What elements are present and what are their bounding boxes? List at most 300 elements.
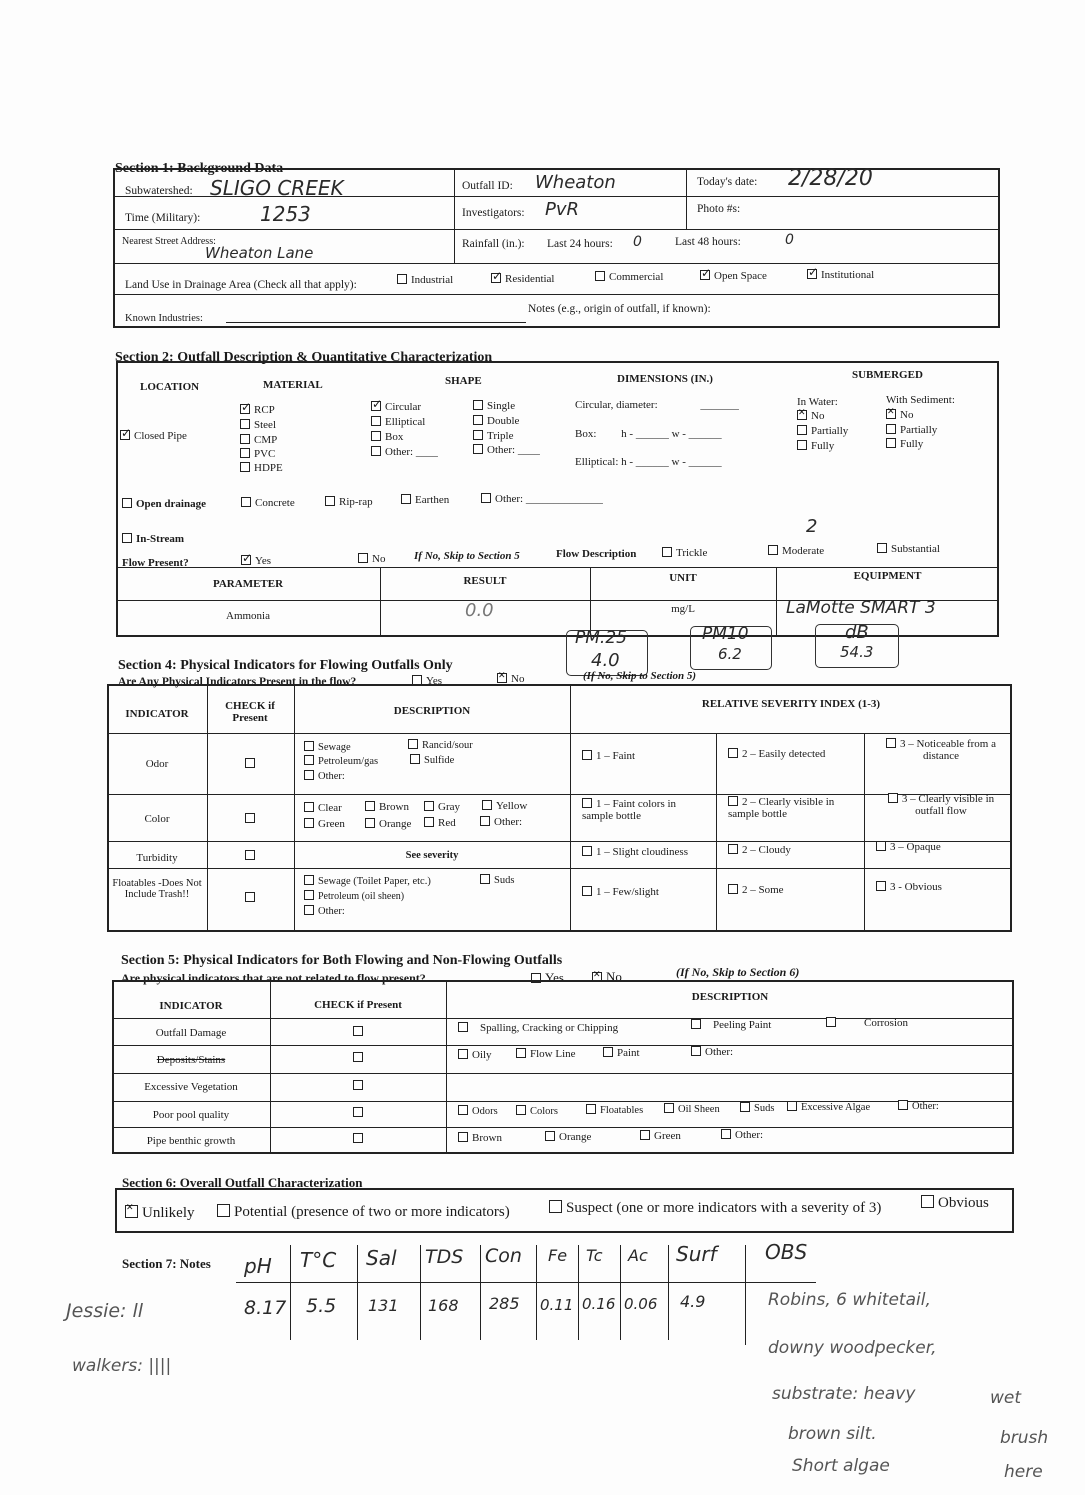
parameter-ammonia: Ammonia: [226, 610, 270, 622]
checkbox-icon: [797, 440, 807, 450]
checkbox-x-icon: [886, 409, 896, 419]
checkbox-icon: [728, 748, 738, 758]
checkbox-icon: [240, 448, 250, 458]
checkbox-icon: [353, 1107, 363, 1117]
checkbox-icon: [640, 1130, 650, 1140]
checkbox-icon: [582, 750, 592, 760]
color-yellow[interactable]: Yellow: [482, 800, 527, 812]
open-drainage-option[interactable]: Open drainage: [122, 498, 206, 510]
unlikely-option[interactable]: ✕Unlikely: [125, 1205, 195, 1222]
deposits-other[interactable]: Other:: [691, 1046, 733, 1058]
checkbox-icon: [740, 1102, 750, 1112]
checkbox-icon: [876, 841, 886, 851]
checkbox-icon: [304, 875, 314, 885]
pool-suds[interactable]: Suds: [740, 1102, 774, 1114]
checkbox-checked-icon: [371, 401, 381, 411]
s5-check-header: CHECK if Present: [314, 999, 402, 1011]
odor-check[interactable]: [245, 758, 259, 770]
checkbox-icon: [482, 800, 492, 810]
s5-indicator-header: INDICATOR: [159, 1000, 223, 1012]
color-severity-2[interactable]: 2 – Clearly visible in sample bottle: [728, 796, 835, 820]
notes-jessie: Jessie: ll: [66, 1300, 144, 1322]
landuse-industrial[interactable]: Industrial: [397, 274, 453, 286]
investigators-label: Investigators:: [462, 207, 525, 219]
benthic-label: Pipe benthic growth: [146, 1135, 236, 1147]
checkbox-icon: [691, 1046, 701, 1056]
notes-header-temp: T°C: [300, 1248, 337, 1272]
section5-skip: (If No, Skip to Section 6): [676, 965, 800, 979]
section5-yes[interactable]: Yes: [531, 970, 564, 986]
material-hdpe[interactable]: HDPE: [240, 462, 283, 474]
checkbox-icon: [424, 801, 434, 811]
checkbox-icon: [245, 850, 255, 860]
benthic-green[interactable]: Green: [640, 1130, 681, 1142]
material-rcp[interactable]: ✓RCP: [240, 404, 275, 416]
rain24-value: 0: [633, 234, 642, 250]
location-header: LOCATION: [140, 381, 200, 393]
checkbox-icon: [241, 497, 251, 507]
notes-header-tds: TDS: [425, 1246, 464, 1268]
checkbox-icon: [122, 533, 132, 543]
deposits-paint[interactable]: Paint: [603, 1047, 640, 1059]
s4-indicator-header: INDICATOR: [125, 708, 189, 720]
in-stream-option[interactable]: In-Stream: [122, 533, 184, 545]
sediment-no[interactable]: ✕No: [886, 409, 913, 421]
checkbox-icon: [365, 801, 375, 811]
checkbox-icon: [371, 446, 381, 456]
checkbox-icon: [458, 1105, 468, 1115]
time-label: Time (Military):: [125, 212, 201, 224]
checkbox-icon: [603, 1047, 613, 1057]
checkbox-checked-icon: [700, 270, 710, 280]
color-red[interactable]: Red: [424, 817, 456, 829]
floatables-check[interactable]: [245, 892, 259, 904]
color-green[interactable]: Green: [304, 818, 345, 830]
sediment-label: With Sediment:: [886, 394, 955, 406]
section1-title: Section 1: Background Data: [115, 161, 284, 176]
drainage-concrete[interactable]: Concrete: [241, 497, 295, 509]
checkbox-icon: [304, 741, 314, 751]
equipment-header: EQUIPMENT: [853, 570, 922, 582]
flow-trickle[interactable]: Trickle: [662, 547, 707, 559]
notes-header-sal: Sal: [366, 1246, 397, 1270]
dimensions-header: DIMENSIONS (IN.): [617, 373, 713, 385]
drainage-other[interactable]: Other: ______________: [481, 493, 603, 505]
photo-label: Photo #s:: [697, 203, 741, 215]
checkbox-icon: [353, 1026, 363, 1036]
flow-moderate[interactable]: Moderate: [768, 545, 824, 557]
checkbox-checked-icon: [491, 273, 501, 283]
deposits-flow-line[interactable]: Flow Line: [516, 1048, 576, 1060]
checkbox-icon: [473, 430, 483, 440]
section2-title: Section 2: Outfall Description & Quantitative Characterization: [115, 350, 493, 365]
pool-quality-label: Poor pool quality: [152, 1109, 230, 1121]
checkbox-icon: [516, 1105, 526, 1115]
checkbox-x-icon: [497, 673, 507, 683]
shape-double[interactable]: Double: [473, 415, 519, 427]
submerged-header: SUBMERGED: [852, 369, 923, 381]
damage-spalling[interactable]: Spalling, Cracking or Chipping: [458, 1022, 618, 1034]
material-pvc[interactable]: PVC: [240, 448, 275, 460]
floatables-petroleum[interactable]: Petroleum (oil sheen): [304, 890, 404, 902]
checkbox-icon: [549, 1200, 562, 1213]
checkbox-icon: [898, 1100, 908, 1110]
dim-circular-label: Circular, diameter: _______: [575, 399, 739, 411]
time-value: 1253: [260, 202, 311, 226]
pool-algae[interactable]: Excessive Algae: [787, 1101, 870, 1113]
odor-sewage[interactable]: Sewage: [304, 741, 351, 753]
checkbox-icon: [886, 438, 896, 448]
deposits-label: Deposits/Stains: [156, 1054, 226, 1066]
result-header: RESULT: [463, 575, 507, 587]
pm25-label: PM.25: [575, 628, 627, 648]
checkbox-icon: [768, 545, 778, 555]
section5-title: Section 5: Physical Indicators for Both Flowing and Non-Flowing Outfalls: [121, 953, 563, 968]
color-check[interactable]: [245, 813, 259, 825]
sediment-partially[interactable]: Partially: [886, 424, 937, 436]
floatables-sewage[interactable]: Sewage (Toilet Paper, etc.): [304, 875, 431, 887]
turbidity-check[interactable]: [245, 850, 259, 862]
odor-severity-3[interactable]: 3 – Noticeable from a distance: [876, 738, 1006, 762]
notes-origin-label: Notes (e.g., origin of outfall, if known):: [528, 303, 711, 315]
checkbox-checked-icon: [241, 555, 251, 565]
notes-value-temp: 5.5: [306, 1295, 337, 1317]
odor-sulfide[interactable]: Sulfide: [410, 754, 454, 766]
rain48-label: Last 48 hours:: [675, 236, 741, 248]
notes-value-tc: 0.16: [582, 1295, 616, 1313]
checkbox-icon: [304, 802, 314, 812]
checkbox-icon: [458, 1022, 468, 1032]
section4-no[interactable]: ✕ No: [497, 673, 524, 685]
section7-title: Section 7: Notes: [122, 1256, 211, 1271]
checkbox-icon: [358, 553, 368, 563]
pool-floatables[interactable]: Floatables: [586, 1104, 643, 1116]
notes-header-ph: pH: [244, 1254, 272, 1278]
side-note-1: wet: [990, 1388, 1022, 1408]
notes-header-ac: Ac: [628, 1246, 648, 1265]
side-note-3: here: [1004, 1462, 1043, 1482]
outfall-damage-label: Outfall Damage: [155, 1027, 227, 1039]
checkbox-icon: [458, 1132, 468, 1142]
investigators-value: PvR: [545, 199, 580, 220]
outfall-id-label: Outfall ID:: [462, 180, 513, 192]
checkbox-icon: [353, 1052, 363, 1062]
subwatershed-label: Subwatershed:: [125, 185, 193, 197]
checkbox-icon: [888, 793, 898, 803]
obs-line-5: Short algae: [792, 1456, 890, 1476]
notes-header-fe: Fe: [548, 1246, 568, 1265]
benthic-other[interactable]: Other:: [721, 1129, 763, 1141]
rainfall-label: Rainfall (in.):: [462, 238, 525, 250]
db-value: 54.3: [840, 643, 874, 661]
color-gray[interactable]: Gray: [424, 801, 460, 813]
pm25-value: 4.0: [591, 650, 620, 671]
inwater-fully[interactable]: Fully: [797, 440, 834, 452]
outfall-damage-check[interactable]: [353, 1026, 367, 1038]
checkbox-icon: [371, 431, 381, 441]
checkbox-icon: [481, 493, 491, 503]
obs-line-2: downy woodpecker,: [768, 1338, 937, 1358]
odor-petroleum[interactable]: Petroleum/gas: [304, 755, 378, 767]
inwater-no[interactable]: ✕No: [797, 410, 824, 422]
floatables-other[interactable]: Other:: [304, 905, 345, 917]
checkbox-checked-icon: [240, 404, 250, 414]
checkbox-icon: [240, 419, 250, 429]
address-value: Wheaton Lane: [205, 244, 314, 262]
flow-present-no[interactable]: No: [358, 553, 385, 565]
obs-line-3: substrate: heavy: [772, 1384, 916, 1404]
turbidity-label: Turbidity: [136, 852, 178, 864]
floatables-label: Floatables -Does Not Include Trash!!: [112, 878, 202, 900]
shape-circular[interactable]: ✓Circular: [371, 401, 421, 413]
landuse-residential[interactable]: ✓ Residential: [491, 273, 555, 285]
turbidity-severity-2[interactable]: 2 – Cloudy: [728, 844, 791, 856]
checkbox-icon: [245, 758, 255, 768]
flow-mark: 2: [806, 516, 818, 537]
checkbox-icon: [245, 892, 255, 902]
checkbox-x-icon: [125, 1205, 138, 1218]
pool-quality-check[interactable]: [353, 1107, 367, 1119]
shape-other2[interactable]: Other: ____: [473, 444, 540, 456]
vegetation-label: Excessive Vegetation: [144, 1081, 238, 1093]
checkbox-checked-icon: [120, 430, 130, 440]
turbidity-description: See severity: [405, 850, 459, 861]
db-label: dB: [845, 622, 869, 643]
pool-odors[interactable]: Odors: [458, 1105, 498, 1117]
drainage-riprap[interactable]: Rip-rap: [325, 496, 373, 508]
deposits-oily[interactable]: Oily: [458, 1049, 492, 1061]
checkbox-icon: [921, 1195, 934, 1208]
checkbox-icon: [662, 547, 672, 557]
color-severity-1[interactable]: 1 – Faint colors in sample bottle: [582, 798, 677, 822]
closed-pipe-option[interactable]: ✓Closed Pipe: [120, 430, 187, 442]
pm10-value: 6.2: [718, 645, 742, 663]
suspect-option[interactable]: Suspect (one or more indicators with a severity of 3): [549, 1200, 881, 1217]
floatables-suds[interactable]: Suds: [480, 874, 514, 886]
notes-header-surf: Surf: [676, 1242, 717, 1266]
checkbox-icon: [728, 884, 738, 894]
checkbox-icon: [304, 905, 314, 915]
pool-other[interactable]: Other:: [898, 1100, 939, 1112]
notes-value-tds: 168: [428, 1296, 459, 1315]
checkbox-icon: [353, 1133, 363, 1143]
inwater-partially[interactable]: Partially: [797, 425, 848, 437]
checkbox-icon: [728, 796, 738, 806]
shape-header: SHAPE: [445, 375, 482, 387]
checkbox-icon: [787, 1101, 797, 1111]
notes-value-fe: 0.11: [540, 1296, 574, 1314]
drainage-earthen[interactable]: Earthen: [401, 494, 449, 506]
date-label: Today's date:: [697, 176, 758, 188]
checkbox-icon: [371, 416, 381, 426]
parameter-header: PARAMETER: [212, 578, 284, 590]
checkbox-icon: [401, 494, 411, 504]
flow-description-label: Flow Description: [556, 548, 637, 560]
floatables-severity-3[interactable]: 3 - Obvious: [876, 881, 942, 893]
flow-substantial[interactable]: Substantial: [877, 543, 940, 555]
result-value: 0.0: [465, 600, 494, 621]
floatables-severity-2[interactable]: 2 – Some: [728, 884, 784, 896]
unit-header: UNIT: [669, 572, 697, 584]
checkbox-icon: [304, 890, 314, 900]
odor-severity-1[interactable]: 1 – Faint: [582, 750, 635, 762]
section4-title: Section 4: Physical Indicators for Flowing Outfalls Only: [118, 658, 453, 673]
checkbox-icon: [304, 755, 314, 765]
section4-skip: (If No, Skip to Section 5): [583, 670, 697, 682]
sediment-fully[interactable]: Fully: [886, 438, 923, 450]
color-label: Color: [144, 813, 170, 825]
flow-present-label: Flow Present?: [122, 557, 189, 569]
shape-box[interactable]: Box: [371, 431, 403, 443]
obs-line-4: brown silt.: [788, 1424, 877, 1444]
notes-header-tc: Tc: [586, 1246, 603, 1265]
benthic-orange[interactable]: Orange: [545, 1131, 591, 1143]
checkbox-icon: [217, 1204, 230, 1217]
checkbox-icon: [582, 846, 592, 856]
s5-description-header: DESCRIPTION: [691, 991, 769, 1003]
checkbox-icon: [797, 425, 807, 435]
checkbox-icon: [586, 1104, 596, 1114]
color-clear[interactable]: Clear: [304, 802, 342, 814]
potential-option[interactable]: Potential (presence of two or more indicators): [217, 1204, 510, 1221]
notes-grid-line: [236, 1282, 816, 1283]
odor-rancid[interactable]: Rancid/sour: [408, 739, 473, 751]
benthic-check[interactable]: [353, 1133, 367, 1145]
benthic-brown[interactable]: Brown: [458, 1132, 502, 1144]
pool-colors[interactable]: Colors: [516, 1105, 558, 1117]
checkbox-icon: [473, 400, 483, 410]
s4-check-header: CHECK if Present: [225, 700, 275, 724]
unit-value: mg/L: [671, 603, 695, 615]
checkbox-icon: [728, 844, 738, 854]
color-other[interactable]: Other:: [480, 816, 522, 828]
checkbox-icon: [353, 1080, 363, 1090]
obs-line-1: Robins, 6 whitetail,: [768, 1290, 931, 1310]
checkbox-icon: [480, 816, 490, 826]
checkbox-icon: [516, 1048, 526, 1058]
s4-rsi-header: RELATIVE SEVERITY INDEX (1-3): [701, 698, 881, 710]
shape-elliptical[interactable]: Elliptical: [371, 416, 425, 428]
section5-question: Are physical indicators that are not related to flow present?: [121, 971, 426, 985]
rain48-value: 0: [785, 232, 794, 248]
checkbox-icon: [240, 462, 250, 472]
obvious-option[interactable]: Obvious: [921, 1195, 989, 1212]
notes-header-con: Con: [485, 1245, 522, 1267]
notes-value-ph: 8.17: [244, 1297, 287, 1319]
checkbox-icon: [473, 415, 483, 425]
checkbox-icon: [876, 881, 886, 891]
section6-title: Section 6: Overall Outfall Characterization: [122, 1175, 363, 1190]
checkbox-icon: [721, 1129, 731, 1139]
checkbox-icon: [664, 1103, 674, 1113]
known-industries-label: Known Industries:: [125, 313, 203, 324]
checkbox-icon: [545, 1131, 555, 1141]
material-header: MATERIAL: [263, 379, 323, 391]
damage-peeling[interactable]: Peeling Paint: [691, 1019, 771, 1031]
odor-severity-2[interactable]: 2 – Easily detected: [728, 748, 825, 760]
checkbox-checked-icon: [807, 269, 817, 279]
address-label: Nearest Street Address:: [122, 236, 216, 247]
checkbox-icon: [691, 1019, 701, 1029]
checkbox-icon: [595, 271, 605, 281]
checkbox-icon: [424, 817, 434, 827]
pool-oil-sheen[interactable]: Oil Sheen: [664, 1103, 720, 1115]
checkbox-icon: [304, 818, 314, 828]
section4-yes[interactable]: Yes: [412, 675, 442, 687]
rain24-label: Last 24 hours:: [547, 238, 613, 250]
landuse-open-space[interactable]: ✓ Open Space: [700, 270, 767, 282]
section4-question: Are Any Physical Indicators Present in the flow?: [118, 676, 357, 688]
checkbox-icon: [877, 543, 887, 553]
flow-present-yes[interactable]: ✓ Yes: [241, 555, 271, 567]
checkbox-icon: [122, 498, 132, 508]
color-orange[interactable]: Orange: [365, 818, 411, 830]
date-value: 2/28/20: [788, 166, 873, 191]
vegetation-check[interactable]: [353, 1080, 367, 1092]
checkbox-icon: [410, 754, 420, 764]
checkbox-icon: [886, 738, 896, 748]
checkbox-icon: [480, 874, 490, 884]
shape-other[interactable]: Other: ____: [371, 446, 438, 458]
checkbox-x-icon: [797, 410, 807, 420]
checkbox-icon: [325, 496, 335, 506]
landuse-label: Land Use in Drainage Area (Check all that apply):: [125, 279, 357, 291]
checkbox-icon: [458, 1049, 468, 1059]
turbidity-severity-3[interactable]: 3 – Opaque: [876, 841, 941, 853]
checkbox-icon: [582, 886, 592, 896]
checkbox-icon: [365, 818, 375, 828]
checkbox-icon: [240, 434, 250, 444]
color-severity-3[interactable]: 3 – Clearly visible in outfall flow: [876, 793, 1006, 817]
notes-value-ac: 0.06: [624, 1295, 658, 1313]
checkbox-icon: [408, 739, 418, 749]
dim-box-label: Box: h - ______ w - ______: [575, 428, 722, 440]
notes-value-surf: 4.9: [680, 1292, 706, 1311]
material-cmp[interactable]: CMP: [240, 434, 277, 446]
notes-value-con: 285: [489, 1294, 520, 1313]
floatables-severity-1[interactable]: 1 – Few/slight: [582, 886, 659, 898]
turbidity-severity-1[interactable]: 1 – Slight cloudiness: [582, 846, 688, 858]
s4-description-header: DESCRIPTION: [393, 705, 471, 717]
odor-label: Odor: [145, 758, 169, 770]
color-brown[interactable]: Brown: [365, 801, 409, 813]
odor-other[interactable]: Other:: [304, 770, 345, 782]
dim-elliptical-label: Elliptical: h - ______ w - ______: [575, 456, 722, 468]
notes-header-obs: OBS: [765, 1240, 808, 1264]
deposits-check[interactable]: [353, 1052, 367, 1064]
material-steel[interactable]: Steel: [240, 419, 276, 431]
section5-no[interactable]: ✕ No: [592, 969, 622, 985]
checkbox-icon: [304, 770, 314, 780]
notes-value-sal: 131: [368, 1296, 399, 1315]
side-note-2: brush: [1000, 1428, 1049, 1448]
landuse-institutional[interactable]: ✓ Institutional: [807, 269, 874, 281]
checkbox-icon: [886, 424, 896, 434]
shape-triple[interactable]: Triple: [473, 430, 514, 442]
checkbox-icon: [245, 813, 255, 823]
notes-walkers: walkers: ||||: [72, 1356, 172, 1376]
checkbox-icon: [826, 1017, 836, 1027]
equipment-value: LaMotte SMART 3: [786, 598, 936, 618]
checkbox-icon: [582, 798, 592, 808]
shape-single[interactable]: Single: [473, 400, 515, 412]
pm10-label: PM10: [702, 624, 749, 644]
checkbox-icon: [473, 444, 483, 454]
subwatershed-value: SLIGO CREEK: [210, 176, 344, 200]
landuse-commercial[interactable]: Commercial: [595, 271, 663, 283]
damage-corrosion[interactable]: Corrosion: [826, 1017, 908, 1029]
outfall-id-value: Wheaton: [535, 172, 616, 193]
